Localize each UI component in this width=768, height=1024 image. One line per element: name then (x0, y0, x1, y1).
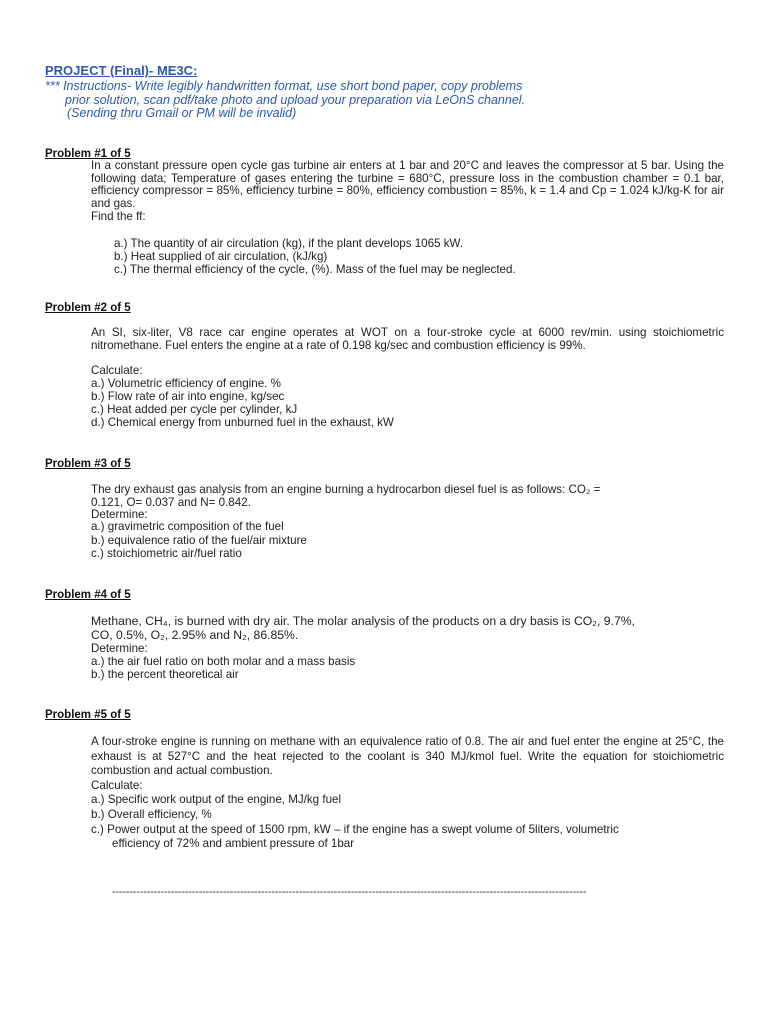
problem-5-heading: Problem #5 of 5 (45, 709, 131, 721)
problem-3-item-b: b.) equivalence ratio of the fuel/air mixture (91, 534, 307, 547)
problem-2-item-b: b.) Flow rate of air into engine, kg/sec (91, 390, 285, 403)
problem-5-find: Calculate: (91, 779, 143, 792)
problem-2-statement: An SI, six-liter, V8 race car engine operates at WOT on a four-stroke cycle at 6000 rev/min. using stoichiometric nitromethane. Fuel enters the engine at a rate of 0.198 kg/sec and combustion efficiency is 99%. (91, 326, 724, 352)
problem-2-item-c: c.) Heat added per cycle per cylinder, kJ (91, 403, 298, 416)
problem-5-item-c-continued: efficiency of 72% and ambient pressure of 1bar (112, 837, 355, 850)
problem-1-statement: In a constant pressure open cycle gas turbine air enters at 1 bar and 20°C and leaves the compressor at 5 bar. Using the following data; Temperature of gases entering the turbine = 680°C, pressure loss in the combustion chamber = 0.1 bar, efficiency compressor = 85%, efficiency turbine = 80%, efficiency combustion = 85%, k = 1.4 and Cp = 1.024 kJ/kg-K for air and gas. (91, 159, 724, 210)
problem-3-item-a: a.) gravimetric composition of the fuel (91, 520, 284, 533)
problem-1-heading: Problem #1 of 5 (45, 148, 131, 160)
separator-line: ----------------------------------------------------------------------------------------------------------------------------------------- (112, 886, 587, 898)
problem-4-statement-line-2: CO, 0.5%, O₂, 2.95% and N₂, 86.85%. (91, 628, 299, 642)
problem-5-item-a: a.) Specific work output of the engine, MJ/kg fuel (91, 793, 342, 806)
problem-4-find: Determine: (91, 642, 148, 655)
problem-4-item-b: b.) the percent theoretical air (91, 668, 239, 681)
problem-2-item-a: a.) Volumetric efficiency of engine. % (91, 377, 281, 390)
problem-3-find: Determine: (91, 508, 148, 521)
instructions-line-1: *** Instructions- Write legibly handwritten format, use short bond paper, copy problems (45, 79, 523, 93)
problem-3-statement-line-1: The dry exhaust gas analysis from an engine burning a hydrocarbon diesel fuel is as follows: CO₂ = (91, 483, 601, 496)
problem-1-item-b: b.) Heat supplied of air circulation, (kJ/kg) (114, 250, 328, 263)
problem-4-item-a: a.) the air fuel ratio on both molar and a mass basis (91, 655, 356, 668)
instructions-line-2: prior solution, scan pdf/take photo and upload your preparation via LeOnS channel. (65, 93, 526, 107)
problem-2-find: Calculate: (91, 364, 143, 377)
problem-1-item-a: a.) The quantity of air circulation (kg), if the plant develops 1065 kW. (114, 237, 464, 250)
problem-2-item-d: d.) Chemical energy from unburned fuel in the exhaust, kW (91, 416, 394, 429)
problem-3-heading: Problem #3 of 5 (45, 458, 131, 470)
problem-1-item-c: c.) The thermal efficiency of the cycle, (%). Mass of the fuel may be neglected. (114, 263, 516, 276)
problem-5-item-c: c.) Power output at the speed of 1500 rpm, kW – if the engine has a swept volume of 5liters, volumetric (91, 823, 619, 836)
problem-3-statement-line-2: 0.121, O= 0.037 and N= 0.842. (91, 496, 251, 509)
problem-2-heading: Problem #2 of 5 (45, 302, 131, 314)
instructions-line-3: (Sending thru Gmail or PM will be invalid) (67, 106, 297, 120)
problem-4-statement-line-1: Methane, CH₄, is burned with dry air. The molar analysis of the products on a dry basis is CO₂, 9.7%, (91, 614, 635, 628)
page-title: PROJECT (Final)- ME3C: (45, 63, 198, 78)
problem-3-item-c: c.) stoichiometric air/fuel ratio (91, 547, 242, 560)
problem-5-statement: A four-stroke engine is running on methane with an equivalence ratio of 0.8. The air and fuel enter the engine at 25°C, the exhaust is at 527°C and the heat rejected to the coolant is 340 MJ/kmol fuel. Write the equation for stoichiometric combustion and actual combustion. (91, 735, 724, 777)
problem-1-find: Find the ff: (91, 210, 146, 223)
problem-5-item-b: b.) Overall efficiency, % (91, 808, 212, 821)
problem-4-heading: Problem #4 of 5 (45, 589, 131, 601)
